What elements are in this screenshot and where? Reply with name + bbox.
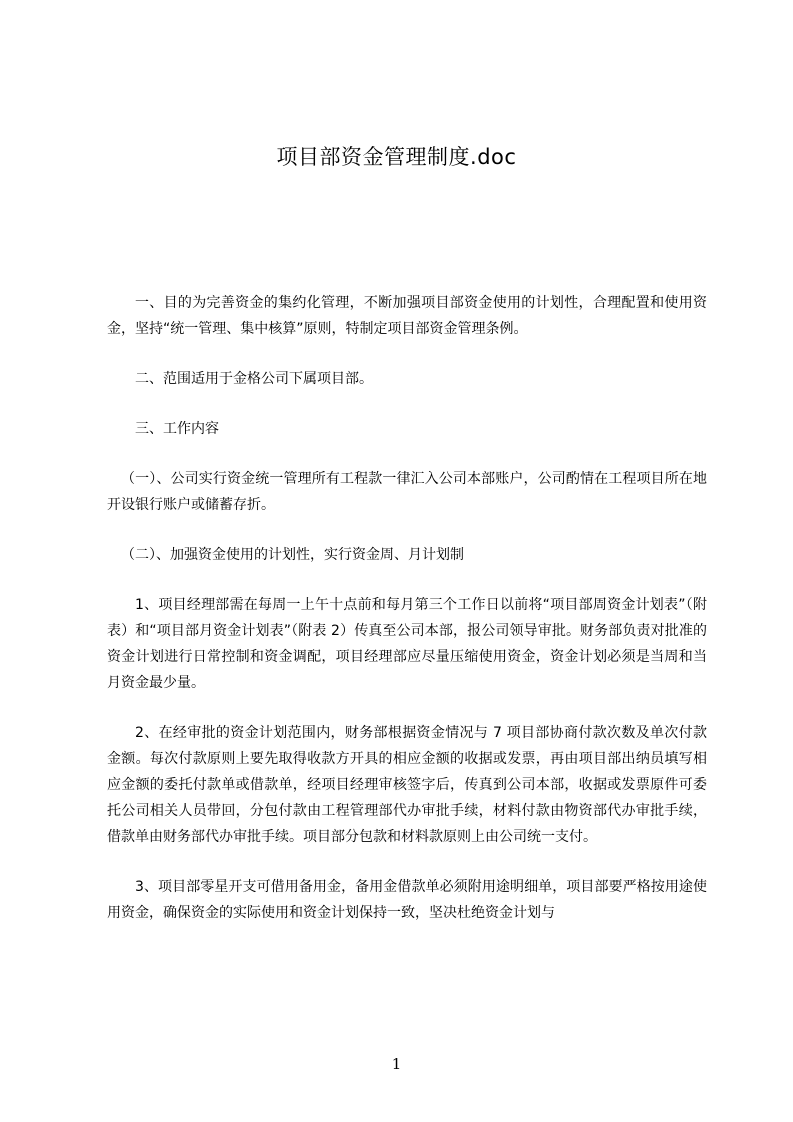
document-title: 项目部资金管理制度.doc (276, 145, 517, 169)
paragraph-item-3: 3、项目部零星开支可借用备用金，备用金借款单必须附用途明细单，项目部要严格按用途使用资金，确保资金的实际使用和资金计划保持一致，坚决杜绝资金计划与 (107, 879, 707, 921)
paragraph-work-content-heading: 三、工作内容 (135, 421, 219, 437)
paragraph-section-2-heading: （二）、加强资金使用的计划性，实行资金周、月计划制 (121, 547, 464, 563)
paragraph-section-1: （一）、公司实行资金统一管理所有工程款一律汇入公司本部账户，公司酌情在工程项目所在地开设银行账户或储蓄存折。 (107, 471, 707, 513)
paragraph-item-1: 1、项目经理部需在每周一上午十点前和每月第三个工作日以前将“项目部周资金计划表”（附表）和“项目部月资金计划表”（附表 2）传真至公司本部，报公司领导审批。财务部负责对批准的资金计划进行日常控制和资金调配，项目经理部应尽量压缩使用资金，资金计划必须是当周和当月资金最少量。 (107, 597, 707, 691)
paragraph-purpose: 一、目的为完善资金的集约化管理，不断加强项目部资金使用的计划性，合理配置和使用资金，坚持“统一管理、集中核算”原则，特制定项目部资金管理条例。 (107, 295, 707, 337)
paragraph-item-2: 2、在经审批的资金计划范围内，财务部根据资金情况与 7 项目部协商付款次数及单次付款金额。每次付款原则上要先取得收款方开具的相应金额的收据或发票，再由项目部出纳员填写相应金额的委托付款单或借款单，经项目经理审核签字后，传真到公司本部，收据或发票原件可委托公司相关人员带回，分包付款由工程管理部代办审批手续，材料付款由物资部代办审批手续，借款单由财务部代办审批手续。项目部分包款和材料款原则上由公司统一支付。 (107, 725, 707, 845)
paragraph-scope: 二、范围适用于金格公司下属项目部。 (135, 371, 373, 387)
page-number: 1 (391, 1055, 402, 1073)
document-body (107, 290, 707, 950)
